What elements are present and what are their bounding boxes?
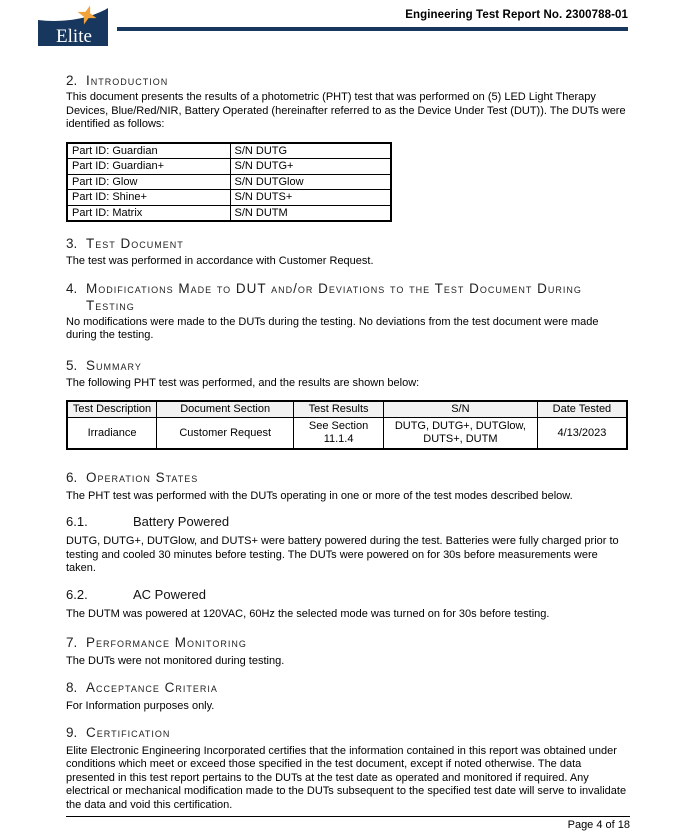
page-number: Page 4 of 18	[567, 819, 630, 831]
section-title: Introduction	[86, 73, 169, 88]
subsection-number: 6.1.	[66, 514, 88, 529]
subsection-title: AC Powered	[133, 586, 206, 602]
summary-body: The following PHT test was performed, and the results are shown below:	[66, 376, 420, 389]
header-test-description: Test Description	[67, 401, 157, 418]
serial-cell: S/N DUTGlow	[230, 174, 391, 190]
table-row	[67, 143, 391, 159]
section-heading-certification	[66, 724, 628, 741]
section-number: 9.	[66, 725, 78, 740]
operation-states-body: The PHT test was performed with the DUTs operating in one or more of the test modes described below.	[66, 489, 573, 502]
cell-document-section: Customer Request	[157, 418, 294, 450]
header-date-tested: Date Tested	[537, 401, 627, 418]
section-heading-performance-monitoring	[66, 634, 628, 651]
section-heading-summary	[66, 357, 628, 374]
subsection-heading-battery-powered	[66, 514, 628, 530]
dut-id-table	[66, 142, 392, 223]
section-title: Operation States	[86, 470, 199, 485]
header-sn: S/N	[383, 401, 537, 418]
section-number: 8.	[66, 680, 78, 695]
page-header	[0, 0, 692, 46]
part-id-cell: Part ID: Glow	[67, 174, 230, 190]
serial-cell: S/N DUTS+	[230, 190, 391, 206]
part-id-cell: Part ID: Matrix	[67, 205, 230, 221]
elite-logo-graphic	[38, 4, 108, 46]
report-number: Engineering Test Report No. 2300788-01	[405, 9, 628, 21]
header-rule	[117, 27, 628, 31]
acceptance-criteria-body: For Information purposes only.	[66, 699, 215, 712]
section-heading-modifications	[66, 280, 628, 314]
test-document-body: The test was performed in accordance with Customer Request.	[66, 255, 374, 267]
section-number: 4.	[66, 280, 78, 296]
elite-logo	[38, 4, 108, 46]
certification-body: Elite Electronic Engineering Incorporated certifies that the information contained in this report was obtained under conditions which meet or exceed those specified in the test document, except if noted otherwise. The data presented in this test report pertains to the DUTs at the test date as operated and monitored if required. Any electrical or mechanical modification made to the DUTs subsequent to the specified test date will serve to invalidate the data and void this certification.	[66, 744, 627, 811]
table-row	[67, 190, 391, 206]
part-id-cell: Part ID: Guardian+	[67, 159, 230, 175]
section-title: Performance Monitoring	[86, 635, 247, 650]
header-document-section: Document Section	[157, 401, 294, 418]
section-title: Modifications Made to DUT and/or Deviations to the Test Document During Testing	[86, 280, 582, 313]
report-content	[0, 72, 692, 812]
section-heading-acceptance-criteria	[66, 679, 628, 696]
cell-test-description: Irradiance	[67, 418, 157, 450]
page-footer	[66, 816, 630, 831]
modifications-body: No modifications were made to the DUTs during the testing. No deviations from the test document were made during the testing.	[66, 315, 599, 341]
section-title: Test Document	[86, 236, 184, 251]
section-number: 7.	[66, 635, 78, 650]
summary-header-row	[67, 401, 627, 418]
logo-text: Elite	[56, 26, 92, 46]
cell-date-tested: 4/13/2023	[537, 418, 627, 450]
table-row	[67, 205, 391, 221]
serial-cell: S/N DUTM	[230, 205, 391, 221]
subsection-title: Battery Powered	[133, 514, 230, 529]
cell-test-results: See Section 11.1.4	[294, 418, 384, 450]
serial-cell: S/N DUTG	[230, 143, 391, 159]
section-heading-introduction	[66, 72, 628, 89]
header-test-results: Test Results	[294, 401, 384, 418]
section-number: 3.	[66, 236, 78, 251]
summary-table	[66, 400, 628, 450]
serial-cell: S/N DUTG+	[230, 159, 391, 175]
summary-data-row	[67, 418, 627, 450]
table-row	[67, 174, 391, 190]
section-title: Summary	[86, 357, 142, 373]
part-id-cell: Part ID: Shine+	[67, 190, 230, 206]
section-title: Certification	[86, 725, 171, 740]
section-heading-test-document	[66, 235, 628, 252]
section-title: Acceptance Criteria	[86, 680, 218, 695]
ac-powered-body: The DUTM was powered at 120VAC, 60Hz the selected mode was turned on for 30s before testing.	[66, 607, 550, 620]
cell-sn: DUTG, DUTG+, DUTGlow, DUTS+, DUTM	[383, 418, 537, 450]
introduction-body: This document presents the results of a photometric (PHT) test that was performed on (5) LED Light Therapy Devices, Blue/Red/NIR, Battery Operated (hereinafter referred to as the Device Under Test (DUT)). The DUTs were identified as follows:	[66, 91, 626, 130]
section-number: 6.	[66, 470, 78, 485]
battery-powered-body: DUTG, DUTG+, DUTGlow, and DUTS+ were battery powered during the test. Batteries were fully charged prior to testing and cooled 30 minutes before testing. The DUTs were powered on for 30s before measurements were taken.	[66, 535, 619, 574]
section-number: 2.	[66, 73, 78, 88]
section-heading-operation-states	[66, 469, 628, 486]
section-number: 5.	[66, 357, 78, 373]
subsection-number: 6.2.	[66, 586, 88, 602]
subsection-heading-ac-powered	[66, 587, 628, 603]
part-id-cell: Part ID: Guardian	[67, 143, 230, 159]
performance-monitoring-body: The DUTs were not monitored during testing.	[66, 654, 285, 667]
table-row	[67, 159, 391, 175]
